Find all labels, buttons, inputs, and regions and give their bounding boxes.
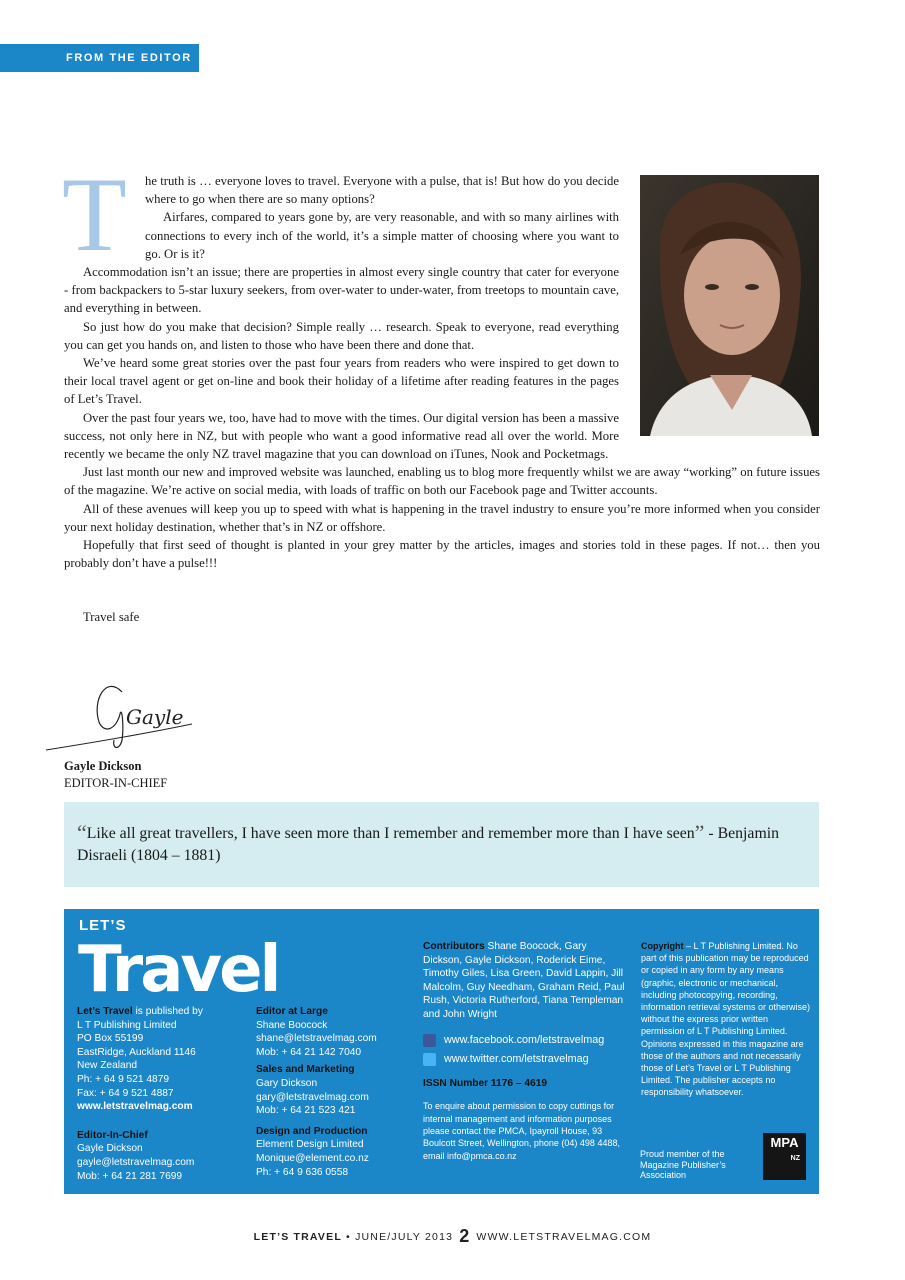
paragraph-8: All of these avenues will keep you up to speed with what is happening in the travel industry to ensure you’re more informed when you consider your next holiday destination, whether that’s in NZ or offshore. <box>64 501 820 534</box>
eic-email-link[interactable]: gayle@letstravelmag.com <box>77 1156 195 1168</box>
drop-cap: T <box>62 156 127 273</box>
editorial-narrow-column <box>62 156 619 463</box>
mpa-logo-sub: NZ <box>790 1155 800 1162</box>
eic-label: Editor-In-Chief <box>77 1129 148 1141</box>
paragraph-7: Just last month our new and improved website was launched, enabling us to blog more frequently whilst we are away “working” on future issues of the magazine. We’re active on social media, with loads of traffic on both our Facebook page and Twitter accounts. <box>64 465 820 498</box>
publisher-line: New Zealand <box>77 1060 138 1072</box>
paragraph-5: We’ve heard some great stories over the past four years from readers who were inspired to get down to their local travel agent or get on-line and book their holiday of a lifetime after reading features in the pages of Let’s Travel. <box>64 356 619 407</box>
contributors <box>423 940 628 1022</box>
footer-issue: JUNE/JULY 2013 <box>355 1231 454 1243</box>
quote-attribution: - Benjamin Disraeli (1804 – 1881) <box>77 825 780 864</box>
twitter-icon <box>423 1053 436 1066</box>
issn: ISSN Number 1176 – 4619 <box>423 1077 548 1089</box>
sales-email-link[interactable]: gary@letstravelmag.com <box>256 1091 369 1103</box>
design-label: Design and Production <box>256 1125 368 1137</box>
eal-email-link[interactable]: shane@letstravelmag.com <box>256 1033 377 1045</box>
paragraph-2: Airfares, compared to years gone by, are very reasonable, and with so many airlines with connections to every inch of the world, it’s a simple matter of choosing where you want to go. Or is it? <box>145 210 619 261</box>
permissions-notice: To enquire about permission to copy cuttings for internal management and information purposes please contact the PMCA, Ipayroll House, 93 Boulcott Street, Wellington, phone (04) 498 4488, email info@pmca.co.nz <box>423 1101 620 1161</box>
eal-label: Editor at Large <box>256 1006 328 1017</box>
signoff: Travel safe <box>83 610 140 624</box>
paragraph-6: Over the past four years we, too, have had to move with the times. Our digital version has been a massive success, not only here in NZ, but with people who want a good informative read all over the world. More recently we became the only NZ travel magazine that you can download on iTunes, Nook and Pocketmags. <box>64 410 619 462</box>
publisher-label: Let’s Travel <box>77 1006 133 1017</box>
logo-big-text: Travel <box>78 933 279 995</box>
close-quote-mark: ” <box>694 820 705 845</box>
editorial-body <box>62 156 820 572</box>
signature-text: Gayle <box>126 705 184 729</box>
drop-cap-paragraphs <box>62 156 619 273</box>
facebook-link[interactable] <box>423 1034 628 1048</box>
publisher-column <box>77 1005 247 1183</box>
design-line: Element Design Limited <box>256 1139 364 1151</box>
sales-line: Gary Dickson <box>256 1077 318 1089</box>
lets-travel-logo <box>78 917 303 995</box>
paragraph-3: Accommodation isn’t an issue; there are properties in almost every single country that cater for everyone - from backpackers to 5-star luxury seekers, from over-water to under-water, from treetops to mountain cave, and everything in between. <box>64 265 619 316</box>
publisher-line: PO Box 55199 <box>77 1033 144 1045</box>
publisher-line: EastRidge, Auckland 1146 <box>77 1046 196 1058</box>
staff-column <box>256 1005 426 1179</box>
publisher-suffix: is published by <box>132 1006 203 1017</box>
contributors-column <box>423 940 628 1162</box>
twitter-link[interactable] <box>423 1053 628 1067</box>
sales-line: Mob: + 64 21 523 421 <box>256 1105 356 1117</box>
logo-small-text: LET’S <box>79 917 127 934</box>
publisher-line: L T Publishing Limited <box>77 1019 177 1031</box>
facebook-url: www.facebook.com/letstravelmag <box>444 1033 605 1046</box>
eal-line: Shane Boocock <box>256 1019 328 1031</box>
eic-line: Gayle Dickson <box>77 1143 143 1155</box>
sales-label: Sales and Marketing <box>256 1064 355 1076</box>
design-email-link[interactable]: Monique@element.co.nz <box>256 1152 369 1164</box>
facebook-icon <box>423 1034 436 1047</box>
publisher-line: Fax: + 64 9 521 4887 <box>77 1087 174 1099</box>
copyright-label: Copyright <box>641 941 684 951</box>
quote-box <box>64 802 819 887</box>
section-tab: FROM THE EDITOR <box>0 44 199 72</box>
contributors-label: Contributors <box>423 941 485 952</box>
quote-text: Like all great travellers, I have seen more than I remember and remember more than I have seen <box>86 825 695 842</box>
masthead-panel <box>64 909 819 1194</box>
design-line: Ph: + 64 9 636 0558 <box>256 1166 349 1178</box>
page-number: 2 <box>459 1226 471 1246</box>
footer-separator: • <box>341 1231 356 1243</box>
footer-brand: LET’S TRAVEL <box>253 1231 342 1243</box>
mpa-logo <box>763 1133 806 1180</box>
mpa-membership-text: Proud member of the Magazine Publisher’s Association <box>640 1149 726 1180</box>
copyright-text: – L T Publishing Limited. No part of this publication may be reproduced or copied in any form by any means (graphic, electronic or mechanical, including photocopying, recording, information retrieval systems or otherwise) without the express prior written permission of L T Publishing Limited. Opinions expressed in this magazine are those of the authors and not necessarily those of Let’s Travel or L T Publishing Limited. The publisher accepts no responsibility whatsoever. <box>641 941 811 1098</box>
paragraph-1: he truth is … everyone loves to travel. Everyone with a pulse, that is! But how do you decide where to go when there are so many options? <box>145 174 619 207</box>
signer-name: Gayle Dickson <box>64 759 142 773</box>
signer-title: EDITOR-IN-CHIEF <box>64 776 168 790</box>
paragraph-4: So just how do you make that decision? Simple really … research. Speak to everyone, read everything you can get you hands on, and listen to those who have been there and done that. <box>64 319 619 352</box>
paragraph-9: Hopefully that first seed of thought is planted in your grey matter by the articles, images and stories told in these pages. If not… then you probably don’t have a pulse!!! <box>64 538 820 571</box>
eic-line: Mob: + 64 21 281 7699 <box>77 1170 183 1182</box>
publisher-heading <box>77 1005 247 1019</box>
page-footer <box>0 1226 905 1247</box>
copyright-column <box>641 940 813 1099</box>
contributors-text: Shane Boocock, Gary Dickson, Gayle Dickson, Roderick Eime, Timothy Giles, Lisa Green, David Lappin, Jill Malcolm, Guy Needham, Graham Reid, Paul Rush, Victoria Rutherford, Tiana Templeman and John Wright <box>423 941 625 1020</box>
open-quote-mark: “ <box>77 820 87 845</box>
publisher-line: Ph: + 64 9 521 4879 <box>77 1073 170 1085</box>
publisher-website-link[interactable]: www.letstravelmag.com <box>77 1101 193 1113</box>
mpa-logo-text: MPA <box>770 1135 799 1150</box>
footer-website[interactable]: WWW.LETSTRAVELMAG.COM <box>476 1231 652 1243</box>
signature-icon <box>44 670 194 755</box>
twitter-url: www.twitter.com/letstravelmag <box>444 1053 589 1066</box>
signer-block <box>64 758 167 792</box>
eal-line: Mob: + 64 21 142 7040 <box>256 1046 362 1058</box>
